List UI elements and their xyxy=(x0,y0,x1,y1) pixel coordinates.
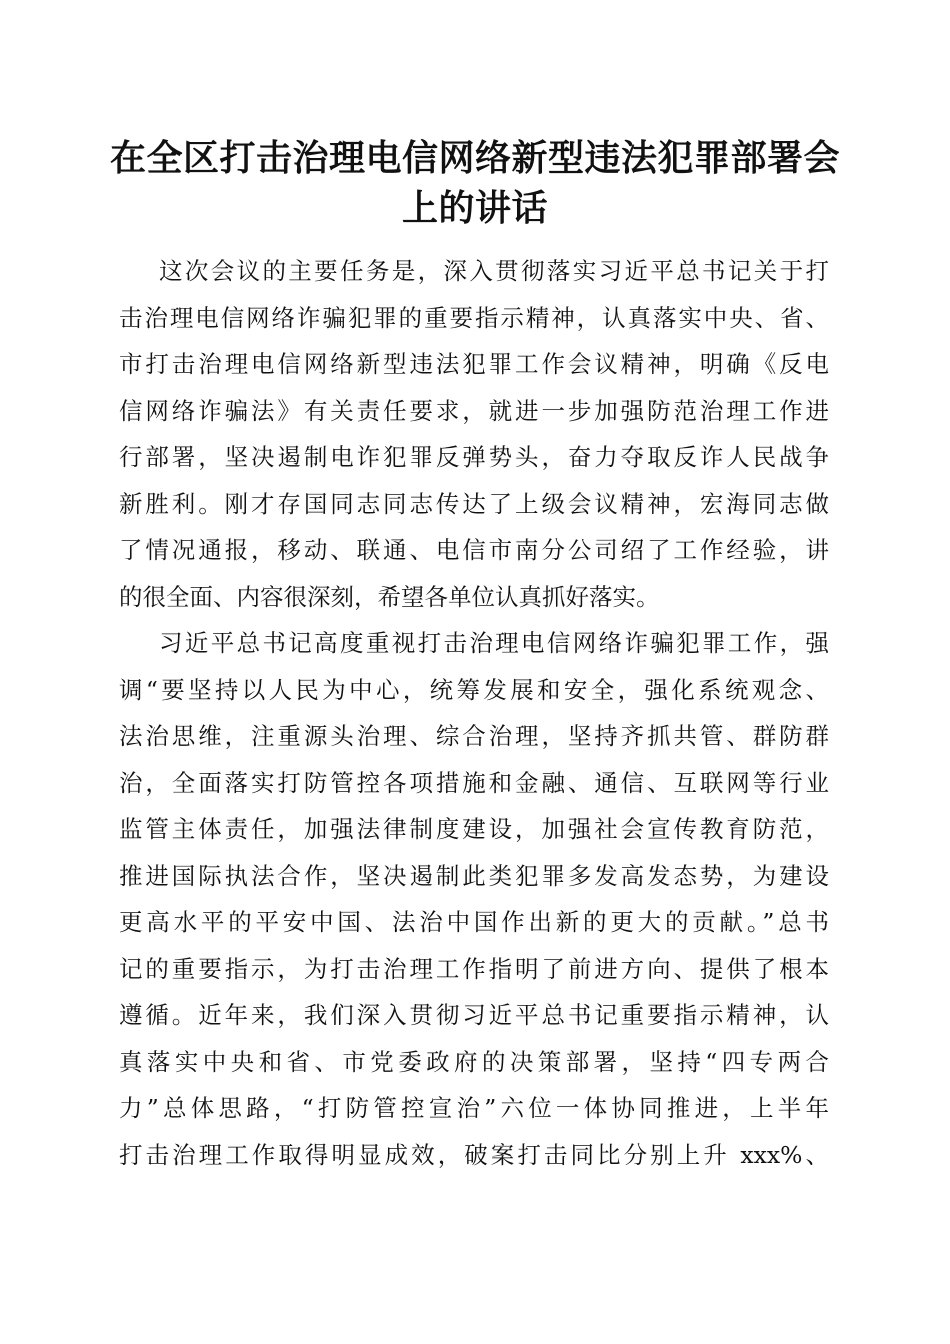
paragraph-line: 市打击治理电信网络新型违法犯罪工作会议精神，明确《反电 xyxy=(119,350,829,378)
title-line-1: 在全区打击治理电信网络新型违法犯罪部署会 xyxy=(109,137,840,179)
paragraph-line: 遵循。近年来，我们深入贯彻习近平总书记重要指示精神，认 xyxy=(119,1001,829,1029)
paragraph-line: 真落实中央和省、市党委政府的决策部署，坚持“四专两合 xyxy=(119,1047,829,1076)
title-line-2: 上的讲话 xyxy=(401,187,548,229)
paragraph-line: 新胜利。刚才存国同志同志传达了上级会议精神，宏海同志做 xyxy=(119,489,829,518)
paragraph-line: 的很全面、内容很深刻，希望各单位认真抓好落实。 xyxy=(119,582,660,611)
paragraph-line: 法治思维，注重源头治理、综合治理，坚持齐抓共管、群防群 xyxy=(119,722,829,750)
paragraph-line: 这次会议的主要任务是，深入贯彻落实习近平总书记关于打 xyxy=(159,257,829,285)
paragraph-2 xyxy=(119,620,829,1178)
paragraph-line: 击治理电信网络诈骗犯罪的重要指示精神，认真落实中央、省、 xyxy=(119,303,829,332)
paragraph-line: 治，全面落实打防管控各项措施和金融、通信、互联网等行业 xyxy=(119,768,829,797)
paragraph-line: 习近平总书记高度重视打击治理电信网络诈骗犯罪工作，强 xyxy=(159,629,829,657)
paragraph-line: 更高水平的平安中国、法治中国作出新的更大的贡献。”总书 xyxy=(119,908,829,936)
paragraph-line: 了情况通报，移动、联通、电信市南分公司绍了工作经验，讲 xyxy=(119,536,829,564)
document-title xyxy=(100,133,850,233)
paragraph-line: 监管主体责任，加强法律制度建设，加强社会宣传教育防范， xyxy=(119,815,829,843)
paragraph-line: 推进国际执法合作，坚决遏制此类犯罪多发高发态势，为建设 xyxy=(119,861,829,890)
paragraph-line: 信网络诈骗法》有关责任要求，就进一步加强防范治理工作进 xyxy=(119,396,829,425)
paragraph-1 xyxy=(119,248,829,620)
paragraph-line: 记的重要指示，为打击治理工作指明了前进方向、提供了根本 xyxy=(119,954,829,983)
document-body xyxy=(119,248,829,1178)
paragraph-line: 力”总体思路，“打防管控宣治”六位一体协同推进，上半年 xyxy=(119,1094,829,1122)
paragraph-line: 行部署，坚决遏制电诈犯罪反弹势头，奋力夺取反诈人民战争 xyxy=(119,443,829,471)
paragraph-line: 调“要坚持以人民为中心，统筹发展和安全，强化系统观念、 xyxy=(119,675,829,704)
paragraph-line: 打击治理工作取得明显成效，破案打击同比分别上升 xxx%、 xyxy=(119,1140,829,1169)
